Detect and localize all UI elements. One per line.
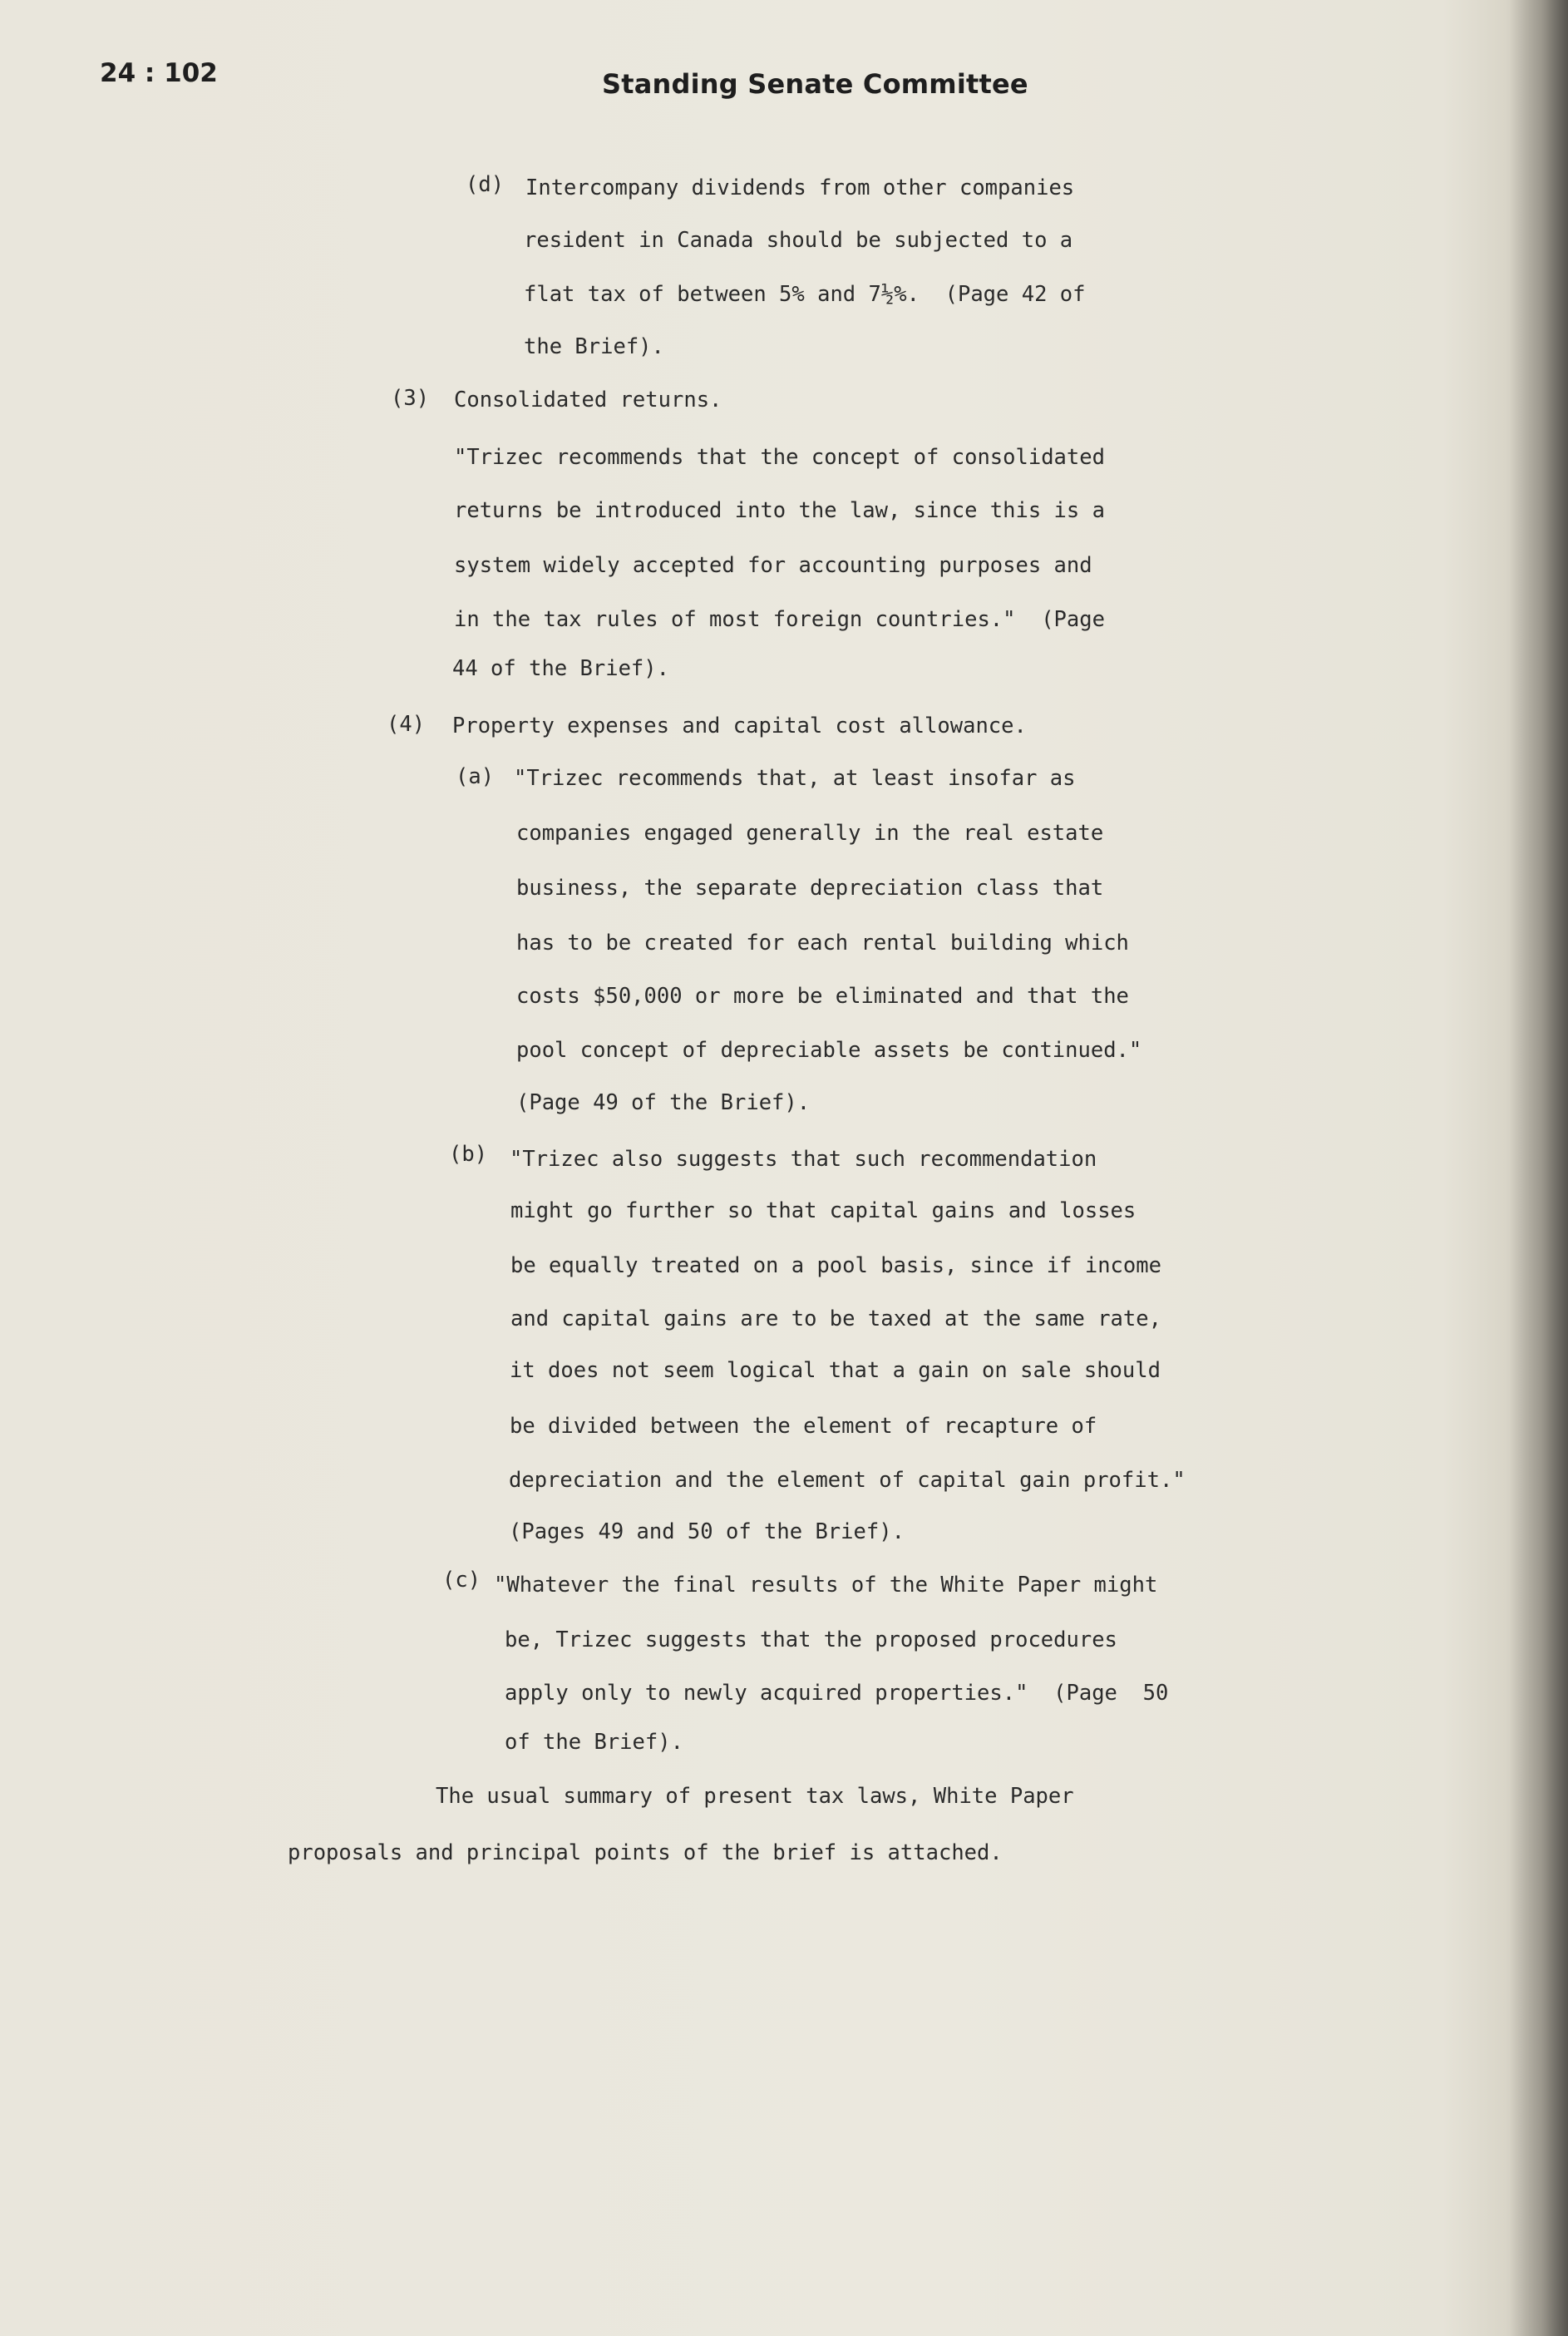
item-3-line: "Trizec recommends that the concept of consolidated	[454, 445, 1105, 470]
item-4a-line: costs $50,000 or more be eliminated and that the	[516, 984, 1129, 1009]
item-3-line: in the tax rules of most foreign countries." (Page	[454, 607, 1105, 632]
item-4b-line: depreciation and the element of capital gain profit."	[509, 1468, 1186, 1493]
binding-gutter-shadow	[1510, 0, 1568, 2336]
item-4c-line: apply only to newly acquired properties." (Page 50	[505, 1681, 1169, 1706]
item-4c-line: "Whatever the final results of the White Paper might	[494, 1573, 1158, 1598]
item-3-label: (3)	[391, 386, 430, 411]
item-4b-line: "Trizec also suggests that such recommendation	[510, 1147, 1097, 1172]
item-4a-line: pool concept of depreciable assets be continued."	[516, 1038, 1142, 1063]
item-4a-line: business, the separate depreciation class that	[516, 876, 1104, 901]
item-4a-line: companies engaged generally in the real estate	[516, 821, 1104, 846]
item-4-label: (4)	[387, 712, 426, 737]
closing-line: proposals and principal points of the brief is attached.	[288, 1840, 1003, 1865]
item-4a-line: (Page 49 of the Brief).	[516, 1090, 811, 1115]
item-3-line: 44 of the Brief).	[452, 656, 669, 681]
item-4c-label: (c)	[442, 1568, 481, 1593]
item-3-heading: Consolidated returns.	[454, 388, 722, 412]
item-4c-line: of the Brief).	[505, 1730, 683, 1755]
item-4c-line: be, Trizec suggests that the proposed procedures	[505, 1627, 1117, 1652]
item-4b-label: (b)	[449, 1142, 488, 1167]
item-3-line: returns be introduced into the law, since this is a	[454, 498, 1105, 523]
item-4b-line: and capital gains are to be taxed at the same rate,	[510, 1306, 1161, 1331]
item-4a-line: "Trizec recommends that, at least insofar as	[514, 766, 1076, 791]
item-d-line: resident in Canada should be subjected to a	[524, 228, 1073, 253]
item-3-line: system widely accepted for accounting purposes and	[454, 553, 1092, 578]
page-folio: 24 : 102	[100, 58, 218, 88]
item-4b-line: might go further so that capital gains and losses	[510, 1198, 1137, 1223]
item-4b-line: (Pages 49 and 50 of the Brief).	[509, 1519, 905, 1544]
item-d-line: the Brief).	[524, 334, 664, 359]
item-d-line: Intercompany dividends from other companies	[525, 175, 1075, 200]
item-4a-label: (a)	[456, 764, 495, 789]
item-4b-line: it does not seem logical that a gain on sale should	[510, 1358, 1161, 1383]
item-d-line: flat tax of between 5% and 7½%. (Page 42 of	[524, 282, 1086, 307]
item-4b-line: be divided between the element of recapture of	[510, 1414, 1097, 1439]
item-d-label: (d)	[466, 172, 505, 197]
running-title: Standing Senate Committee	[602, 68, 1028, 100]
item-4-heading: Property expenses and capital cost allowance.	[452, 714, 1027, 738]
item-4a-line: has to be created for each rental building which	[516, 931, 1129, 956]
closing-line: The usual summary of present tax laws, White Paper	[436, 1784, 1074, 1809]
item-4b-line: be equally treated on a pool basis, since if income	[510, 1253, 1161, 1278]
